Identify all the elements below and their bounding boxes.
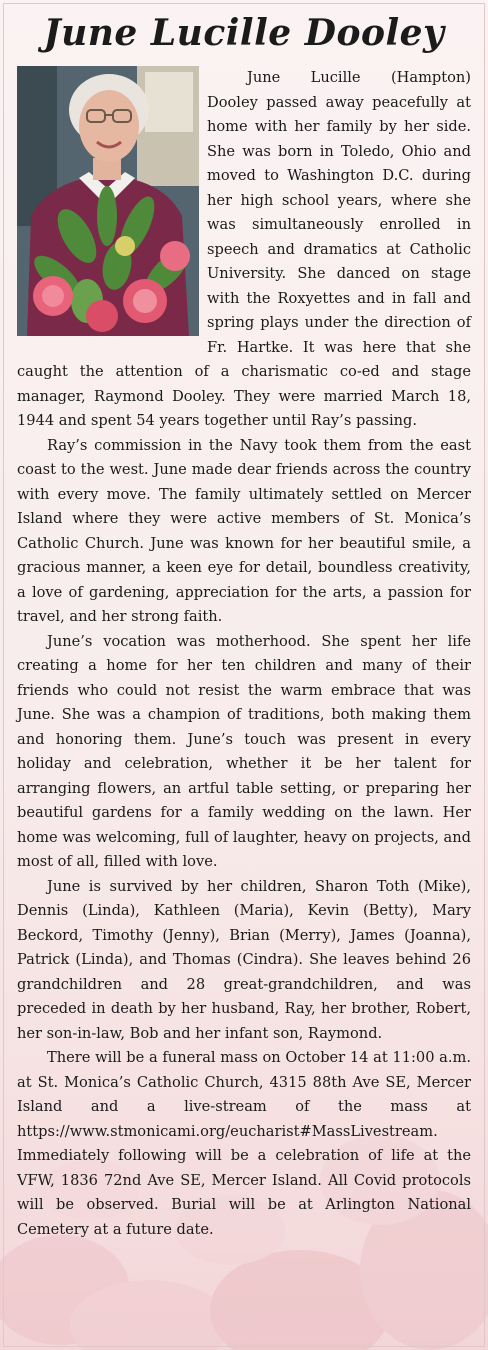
paragraph-3: June’s vocation was motherhood. She spent her life creating a home for her ten children and many of their friends who could not resist the warm embrace that was June. She was a champion of traditions, both making them and honoring them. June’s touch was present in every holiday and celebration, whether it be her talent for arranging flowers, an artful table setting, or preparing her beautiful gardens for a family wedding on the lawn. Her home was welcoming, full of laughter, heavy on projects, and most of all, filled with love. xyxy=(17,632,471,870)
paragraph-5: There will be a funeral mass on October 14 at 11:00 a.m. at St. Monica’s Catholic Church, 4315 88th Ave SE, Mercer Island and a live-stream of the mass at https://www.stmonicami.org/eucharist#MassLivestream. Immediately following will be a celebration of life at the VFW, 1836 72nd Ave SE, Mercer Island. All Covid protocols will be observed. Burial will be at Arlington National Cemetery at a future date. xyxy=(17,1049,471,1238)
portrait-illustration xyxy=(17,66,199,336)
obituary-body xyxy=(17,66,471,1242)
obituary-title: June Lucille Dooley xyxy=(43,12,445,54)
paragraph-1: June Lucille (Hampton) Dooley passed away peacefully at home with her family by her side. She was born in Toledo, Ohio and moved to Washington D.C. during her high school years, where she was simultaneously enrolled in speech and dramatics at Catholic University. She danced on stage with the Roxyettes and in fall and spring plays under the direction of Fr. Hartke. It was here that she caught the attention of a charismatic co-ed and stage manager, Raymond Dooley. They were married March 18, 1944 and spent 54 years together until Ray’s passing. xyxy=(17,69,471,429)
paragraph-4: June is survived by her children, Sharon Toth (Mike), Dennis (Linda), Kathleen (Maria), Kevin (Betty), Mary Beckord, Timothy (Jenny), Brian (Merry), James (Joanna), Patrick (Linda), and Thomas (Cindra). She leaves behind 26 grandchildren and 28 great-grandchildren, and was preceded in death by her husband, Ray, her brother, Robert, her son-in-law, Bob and her infant son, Raymond. xyxy=(17,877,471,1042)
paragraph-2: Ray’s commission in the Navy took them from the east coast to the west. June made dear friends across the country with every move. The family ultimately settled on Mercer Island where they were active members of St. Monica’s Catholic Church. June was known for her beautiful smile, a gracious manner, a keen eye for detail, boundless creativity, a love of gardening, appreciation for the arts, a passion for travel, and her strong faith. xyxy=(17,436,471,625)
portrait-photo xyxy=(17,66,199,336)
